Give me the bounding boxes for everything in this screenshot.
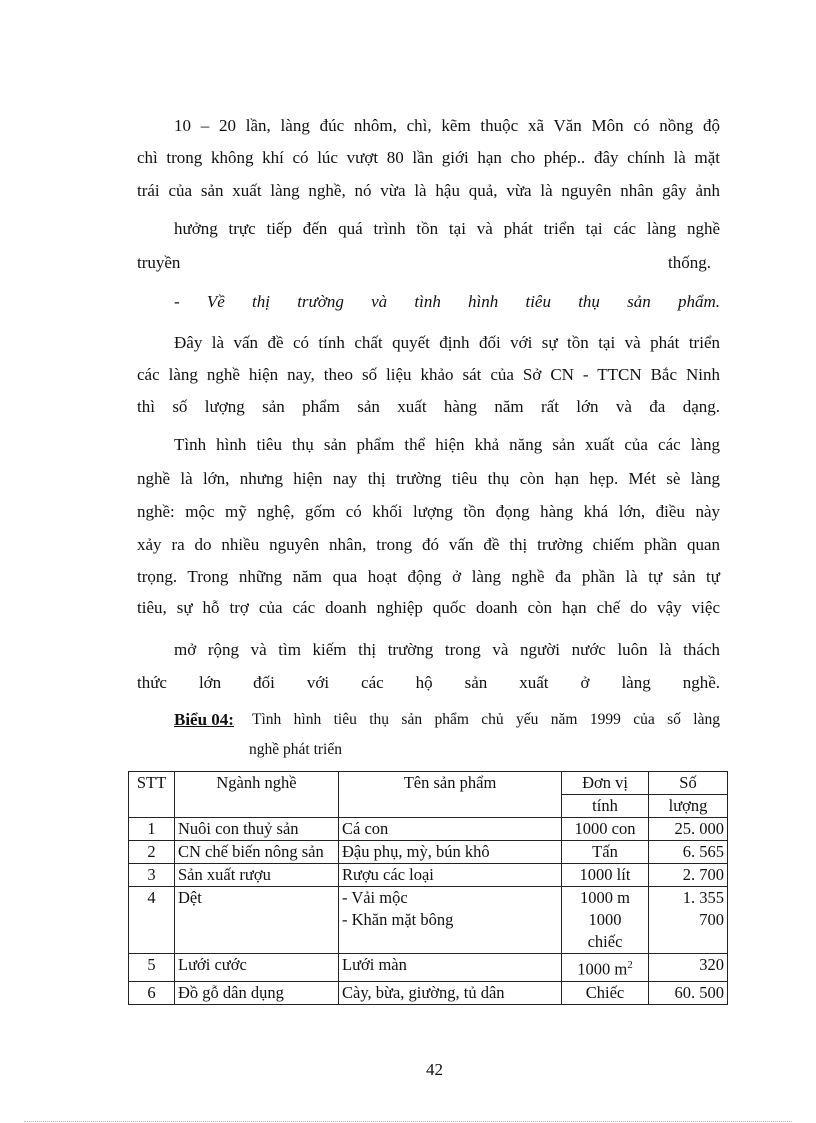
- page-bottom-border: [24, 1121, 792, 1122]
- header-ten-cont: [339, 795, 562, 818]
- cell-nganh: Nuôi con thuỷ sản: [175, 818, 339, 841]
- header-stt: STT: [129, 772, 175, 795]
- para4-line2: nghề là lớn, nhưng hiện nay thị trường tiêu thụ còn hạn hẹp. Mét sè làng: [137, 469, 720, 488]
- cell-ten-item: - Khăn mặt bông: [342, 910, 454, 929]
- cell-donvi: Tấn: [562, 841, 649, 864]
- header-so-luong-cont: lượng: [649, 795, 728, 818]
- para3-line2: các làng nghề hiện nay, theo số liệu khảo sát của Sở CN - TTCN Bắc Ninh: [137, 365, 720, 384]
- header-don-vi-tinh: tính: [562, 795, 649, 818]
- cell-stt: 4: [129, 887, 175, 954]
- header-ten-san-pham: Tên sản phẩm: [339, 772, 562, 795]
- para4-line8: thức lớn đối với các hộ sản xuất ở làng nghề.: [137, 673, 720, 692]
- para4-line1: Tình hình tiêu thụ sản phẩm thể hiện khả năng sản xuất của các làng: [174, 435, 720, 454]
- cell-nganh: Sản xuất rượu: [175, 864, 339, 887]
- para1-line5-start: truyền: [137, 253, 181, 272]
- cell-donvi: [562, 887, 649, 954]
- table-header-row: [129, 772, 728, 795]
- para3-line1: Đây là vấn đề có tính chất quyết định đối với sự tồn tại và phát triển: [174, 333, 720, 352]
- table-row: [129, 841, 728, 864]
- para4-line7: mở rộng và tìm kiếm thị trường trong và người nước luôn là thách: [174, 640, 720, 659]
- production-table: [128, 771, 728, 1005]
- cell-donvi: 1000 $m^2$: [562, 954, 649, 982]
- cell-soluong-item: 700: [699, 910, 724, 929]
- header-don-vi: Đơn vị: [562, 772, 649, 795]
- table-row: [129, 981, 728, 1004]
- cell-nganh: CN chế biến nông sản: [175, 841, 339, 864]
- cell-stt: 5: [129, 954, 175, 982]
- para1-line2: chì trong không khí có lúc vượt 80 lần giới hạn cho phép.. đây chính là mặt: [137, 148, 720, 167]
- cell-soluong: 25. 000: [649, 818, 728, 841]
- para1-line5-end: thống.: [668, 253, 711, 272]
- cell-soluong: 2. 700: [649, 864, 728, 887]
- cell-donvi: 1000 con: [562, 818, 649, 841]
- para4-line5: trọng. Trong những năm qua hoạt động ở làng nghề đa phần là tự sản tự: [137, 567, 720, 586]
- cell-soluong: 6. 565: [649, 841, 728, 864]
- para1-line4: hưởng trực tiếp đến quá trình tồn tại và phát triển tại các làng nghề: [174, 219, 720, 238]
- page-number: 42: [426, 1060, 443, 1079]
- cell-nganh: Lưới cước: [175, 954, 339, 982]
- table-caption-text: Tình hình tiêu thụ sản phẩm chủ yếu năm 1999 của số làng: [252, 711, 720, 728]
- table-caption-text-line2: nghề phát triển: [249, 741, 342, 758]
- header-stt-cont: [129, 795, 175, 818]
- para1-line1: 10 – 20 lần, làng đúc nhôm, chì, kẽm thuộc xã Văn Môn có nồng độ: [174, 116, 720, 135]
- table-row: [129, 864, 728, 887]
- para3-line3: thì số lượng sản phẩm sản xuất hàng năm rất lớn và đa dạng.: [137, 397, 720, 416]
- section-heading-market: - Về thị trường và tình hình tiêu thụ sản phẩm.: [174, 292, 720, 311]
- cell-donvi: 1000 lít: [562, 864, 649, 887]
- cell-ten: [339, 887, 562, 954]
- table-row: [129, 887, 728, 954]
- cell-stt: 2: [129, 841, 175, 864]
- cell-stt: 1: [129, 818, 175, 841]
- cell-soluong-item: 1. 355: [682, 888, 724, 907]
- header-nganh-nghe: Ngành nghề: [175, 772, 339, 795]
- cell-ten-item: - Vải mộc: [342, 888, 408, 907]
- table-row: [129, 818, 728, 841]
- cell-stt: 6: [129, 981, 175, 1004]
- header-so-luong: Số: [649, 772, 728, 795]
- cell-ten: Cá con: [339, 818, 562, 841]
- cell-nganh: Đồ gỗ dân dụng: [175, 981, 339, 1004]
- cell-soluong: 320: [649, 954, 728, 982]
- cell-donvi-item: 1000 m: [580, 888, 630, 907]
- cell-nganh: Dệt: [175, 887, 339, 954]
- cell-stt: 3: [129, 864, 175, 887]
- cell-ten: Lưới màn: [339, 954, 562, 982]
- table-header-row-2: [129, 795, 728, 818]
- cell-ten: Đậu phụ, mỳ, bún khô: [339, 841, 562, 864]
- para1-line3: trái của sản xuất làng nghề, nó vừa là hậu quả, vừa là nguyên nhân gây ảnh: [137, 181, 720, 200]
- para4-line6: tiêu, sự hỗ trợ của các doanh nghiệp quốc doanh còn hạn chế do vậy việc: [137, 598, 720, 617]
- cell-donvi: Chiếc: [562, 981, 649, 1004]
- para4-line4: xảy ra do nhiều nguyên nhân, trong đó vấn đề thị trường chiếm phần quan: [137, 535, 720, 554]
- cell-soluong: 60. 500: [649, 981, 728, 1004]
- header-nganh-cont: [175, 795, 339, 818]
- cell-ten: Rượu các loại: [339, 864, 562, 887]
- cell-soluong: [649, 887, 728, 954]
- cell-donvi-item: 1000 chiếc: [587, 910, 623, 951]
- cell-ten: Cày, bừa, giường, tủ dân: [339, 981, 562, 1004]
- table-caption-label: Biểu 04:: [174, 710, 234, 729]
- table-row: [129, 954, 728, 982]
- para4-line3: nghề: mộc mỹ nghệ, gốm có khối lượng tồn đọng hàng khá lớn, điều này: [137, 502, 720, 521]
